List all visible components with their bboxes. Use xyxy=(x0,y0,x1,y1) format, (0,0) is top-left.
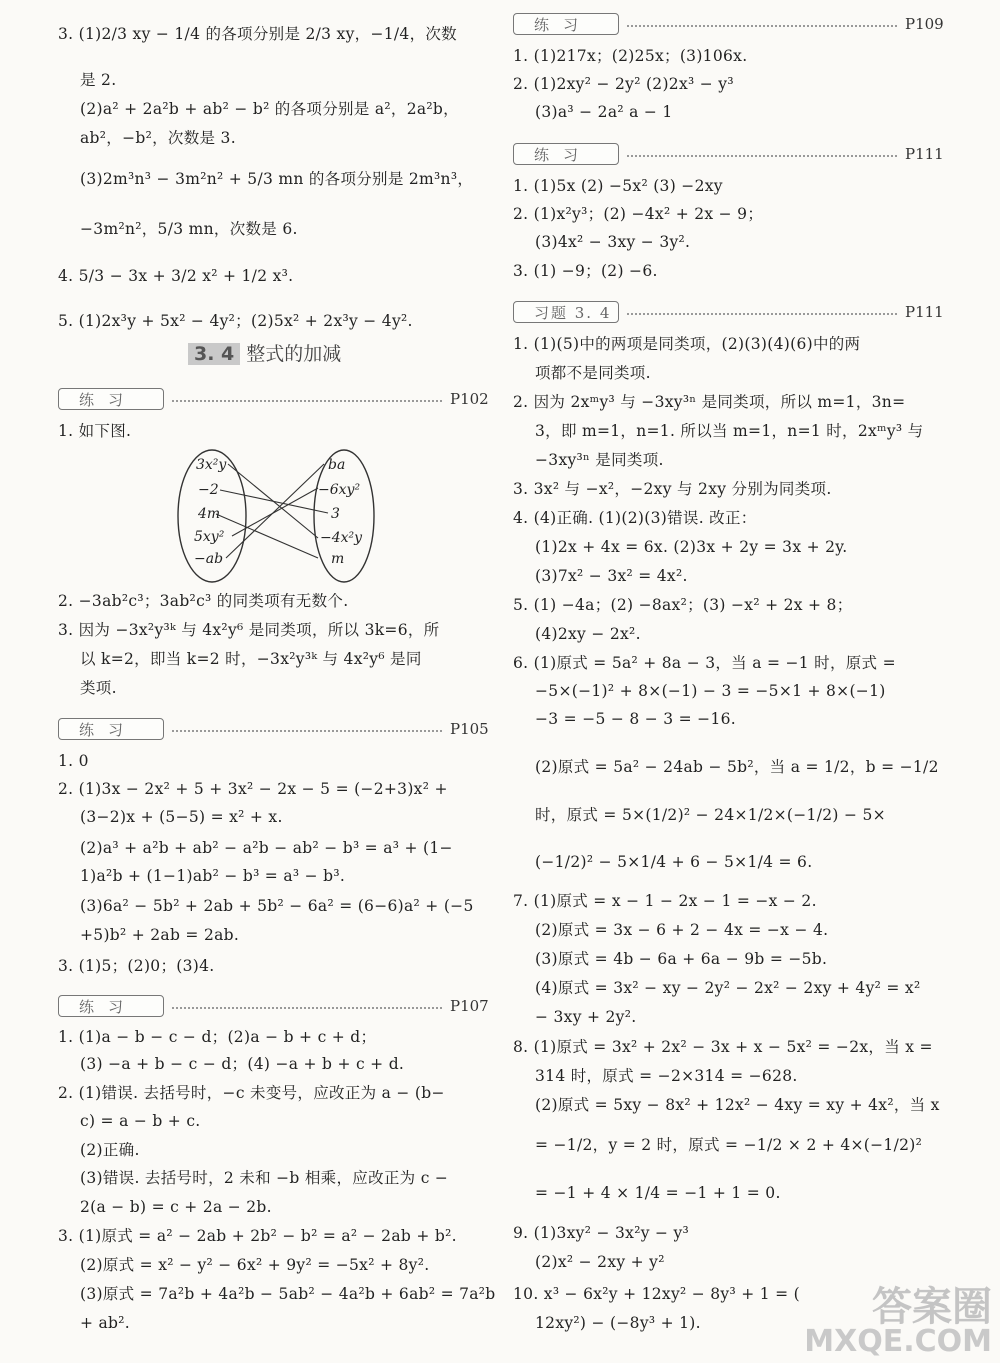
answer-line: +5)b² + 2ab = 2ab. xyxy=(80,926,240,944)
exercise-label: 练习 xyxy=(58,388,164,410)
answer-line: (3−2)x + (5−5) = x² + x. xyxy=(80,808,283,826)
answer-line: 5. (1)2x³y + 5x² − 4y²；(2)5x² + 2x³y − 4y². xyxy=(58,312,413,330)
diagram-right-item: ba xyxy=(328,457,346,473)
answer-line: 2. −3ab²c³；3ab²c³ 的同类项有无数个. xyxy=(58,592,349,610)
answer-line: + ab². xyxy=(80,1314,131,1332)
answer-line: 类项. xyxy=(80,679,117,697)
exercise-header xyxy=(513,13,945,37)
answer-line: ab²，−b²，次数是 3. xyxy=(80,129,236,147)
answer-line: (2)正确. xyxy=(80,1141,140,1159)
answer-line: (2)x² − 2xy + y² xyxy=(535,1253,665,1271)
answer-line: (2)a² + 2a²b + ab² − b² 的各项分别是 a²，2a²b， xyxy=(80,100,459,118)
answer-line: −3 = −5 − 8 − 3 = −16. xyxy=(535,710,737,728)
dotted-leader xyxy=(627,25,897,27)
page-reference: P111 xyxy=(905,145,944,163)
answer-line: 3. (1)5；(2)0；(3)4. xyxy=(58,957,215,975)
watermark-site: MXQE.COM xyxy=(804,1324,992,1359)
diagram-left-item: 5xy² xyxy=(194,529,225,545)
answer-line: 1. 如下图. xyxy=(58,422,132,440)
diagram-left-item: 4m xyxy=(198,506,221,522)
answer-line: (3)2m³n³ − 3m²n² + 5/3 mn 的各项分别是 2m³n³， xyxy=(80,170,474,188)
answer-line: 3. 因为 −3x²y³ᵏ 与 4x²y⁶ 是同类项，所以 3k=6，所 xyxy=(58,621,440,639)
answer-line: (−1/2)² − 5×1/4 + 6 − 5×1/4 = 6. xyxy=(535,853,813,871)
diagram-left-item: −2 xyxy=(198,482,219,498)
watermark-brand: 答案圈 xyxy=(872,1284,992,1330)
section-title: 整式的加减 xyxy=(246,343,342,365)
diagram-right-item: −6xy² xyxy=(318,482,361,498)
answer-line: −3xy³ⁿ 是同类项. xyxy=(535,451,664,469)
answer-line: (3)6a² − 5b² + 2ab + 5b² − 6a² = (6−6)a² + (−5 xyxy=(80,897,474,915)
answer-line: (3)7x² − 3x² = 4x². xyxy=(535,567,688,585)
dotted-leader xyxy=(172,400,442,402)
answer-line: 4. 5/3 − 3x + 3/2 x² + 1/2 x³. xyxy=(58,267,294,285)
answer-line: 项都不是同类项. xyxy=(535,364,651,382)
answer-line: = −1/2，y = 2 时，原式 = −1/2 × 2 + 4×(−1/2)² xyxy=(535,1136,923,1154)
exercise-header xyxy=(513,301,945,325)
dotted-leader xyxy=(172,1007,442,1009)
answer-line: 2. (1)2xy² − 2y² (2)2x³ − y³ xyxy=(513,75,734,93)
answer-line: 1)a²b + (1−1)ab² − b³ = a³ − b³. xyxy=(80,867,346,885)
answer-line: (2)原式 = 5xy − 8x² + 12x² − 4xy = xy + 4x²，当 x xyxy=(535,1096,940,1114)
answer-line: 3. (1)原式 = a² − 2ab + 2b² − b² = a² − 2ab + b². xyxy=(58,1227,457,1245)
answer-line: 1. (1)a − b − c − d；(2)a − b + c + d； xyxy=(58,1028,377,1046)
answer-line: 3. (1) −9；(2) −6. xyxy=(513,262,658,280)
diagram-left-item: −ab xyxy=(194,551,224,567)
page-reference: P111 xyxy=(905,303,944,321)
page-reference: P102 xyxy=(450,390,489,408)
answer-line: 3，即 m=1，n=1. 所以当 m=1，n=1 时，2xᵐy³ 与 xyxy=(535,422,924,440)
exercise-header xyxy=(58,718,488,742)
answer-line: (3)原式 = 4b − 6a + 6a − 9b = −5b. xyxy=(535,950,828,968)
diagram-right-item: m xyxy=(331,551,345,567)
page-reference: P109 xyxy=(905,15,944,33)
answer-line: −3m²n²，5/3 mn，次数是 6. xyxy=(80,220,298,238)
answer-line: 8. (1)原式 = 3x² + 2x² − 3x + x − 5x² = −2x，当 x = xyxy=(513,1038,933,1056)
answer-line: (3)a³ − 2a² a − 1 xyxy=(535,103,673,121)
exercise-label: 练习 xyxy=(58,718,164,740)
diagram-right-item: 3 xyxy=(331,506,340,522)
answer-line: c) = a − b + c. xyxy=(80,1112,201,1130)
exercise-label: 练习 xyxy=(58,995,164,1017)
answer-line: (3) −a + b − c − d；(4) −a + b + c + d. xyxy=(80,1055,405,1073)
answer-line: 1. 0 xyxy=(58,752,89,770)
answer-line: 4. (4)正确. (1)(2)(3)错误. 改正： xyxy=(513,509,757,527)
page-reference: P105 xyxy=(450,720,489,738)
matching-diagram xyxy=(176,446,376,586)
answer-line: 2. (1)x²y³；(2) −4x² + 2x − 9； xyxy=(513,205,764,223)
connector-line xyxy=(216,514,318,558)
answer-line: (2)a³ + a²b + ab² − a²b − ab² − b³ = a³ + (1− xyxy=(80,839,453,857)
answer-line: 9. (1)3xy² − 3x²y − y³ xyxy=(513,1224,690,1242)
answer-line: (2)原式 = x² − y² − 6x² + 9y² = −5x² + 8y². xyxy=(80,1256,430,1274)
answer-line: (4)2xy − 2x². xyxy=(535,625,641,643)
page-reference: P107 xyxy=(450,997,489,1015)
answer-line: 2. 因为 2xᵐy³ 与 −3xy³ⁿ 是同类项，所以 m=1，3n= xyxy=(513,393,906,411)
dotted-leader xyxy=(627,313,897,315)
answer-line: 时，原式 = 5×(1/2)² − 24×1/2×(−1/2) − 5× xyxy=(535,806,886,824)
answer-line: 2. (1)错误. 去括号时，−c 未变号，应改正为 a − (b− xyxy=(58,1084,445,1102)
watermark xyxy=(804,1284,992,1359)
answer-line: 314 时，原式 = −2×314 = −628. xyxy=(535,1067,798,1085)
exercise-label: 练习 xyxy=(513,13,619,35)
answer-line: (3)错误. 去括号时，2 未和 −b 相乘，应改正为 c − xyxy=(80,1169,449,1187)
answer-line: (4)原式 = 3x² − xy − 2y² − 2x² − 2xy + 4y² = x² xyxy=(535,979,921,997)
section-heading xyxy=(188,341,341,367)
connector-line xyxy=(220,490,328,513)
connector-line xyxy=(226,464,324,558)
answer-line: 10. x³ − 6x²y + 12xy² − 8y³ + 1 = ( xyxy=(513,1285,800,1303)
answer-line: (2)原式 = 5a² − 24ab − 5b²，当 a = 1/2，b = −1/2 xyxy=(535,758,939,776)
answer-line: (1)2x + 4x = 6x. (2)3x + 2y = 3x + 2y. xyxy=(535,538,848,556)
diagram-left-item: 3x²y xyxy=(196,457,227,473)
diagram-right-item: −4x²y xyxy=(320,530,363,546)
exercise-label: 习题 3. 4 xyxy=(513,301,619,323)
answer-line: 7. (1)原式 = x − 1 − 2x − 1 = −x − 2. xyxy=(513,892,817,910)
answer-line: 12xy²) − (−8y³ + 1). xyxy=(535,1314,701,1332)
exercise-header xyxy=(58,995,488,1019)
dotted-leader xyxy=(627,155,897,157)
answer-line: (2)原式 = 3x − 6 + 2 − 4x = −x − 4. xyxy=(535,921,829,939)
exercise-header xyxy=(513,143,945,167)
section-number: 3. 4 xyxy=(188,343,240,365)
answer-line: 3. 3x² 与 −x²，−2xy 与 2xy 分别为同类项. xyxy=(513,480,832,498)
answer-line: 2. (1)3x − 2x² + 5 + 3x² − 2x − 5 = (−2+3)x² + xyxy=(58,780,448,798)
exercise-label: 练习 xyxy=(513,143,619,165)
exercise-header xyxy=(58,388,488,412)
answer-line: = −1 + 4 × 1/4 = −1 + 1 = 0. xyxy=(535,1184,781,1202)
answer-line: 1. (1)217x；(2)25x；(3)106x. xyxy=(513,47,748,65)
answer-line: − 3xy + 2y². xyxy=(535,1008,637,1026)
answer-line: (3)原式 = 7a²b + 4a²b − 5ab² − 4a²b + 6ab² = 7a²b xyxy=(80,1285,496,1303)
answer-line: 5. (1) −4a；(2) −8ax²；(3) −x² + 2x + 8； xyxy=(513,596,853,614)
answer-line: 1. (1)5x (2) −5x² (3) −2xy xyxy=(513,177,723,195)
answer-line: 1. (1)(5)中的两项是同类项，(2)(3)(4)(6)中的两 xyxy=(513,335,861,353)
answer-line: (3)4x² − 3xy − 3y². xyxy=(535,233,691,251)
answer-line: 6. (1)原式 = 5a² + 8a − 3，当 a = −1 时，原式 = xyxy=(513,654,896,672)
answer-line: 是 2. xyxy=(80,71,117,89)
dotted-leader xyxy=(172,730,442,732)
answer-line: −5×(−1)² + 8×(−1) − 3 = −5×1 + 8×(−1) xyxy=(535,682,886,700)
answer-line: 2(a − b) = c + 2a − 2b. xyxy=(80,1198,272,1216)
answer-line: 3. (1)2/3 xy − 1/4 的各项分别是 2/3 xy，−1/4，次数 xyxy=(58,25,457,43)
answer-line: 以 k=2，即当 k=2 时，−3x²y³ᵏ 与 4x²y⁶ 是同 xyxy=(80,650,422,668)
